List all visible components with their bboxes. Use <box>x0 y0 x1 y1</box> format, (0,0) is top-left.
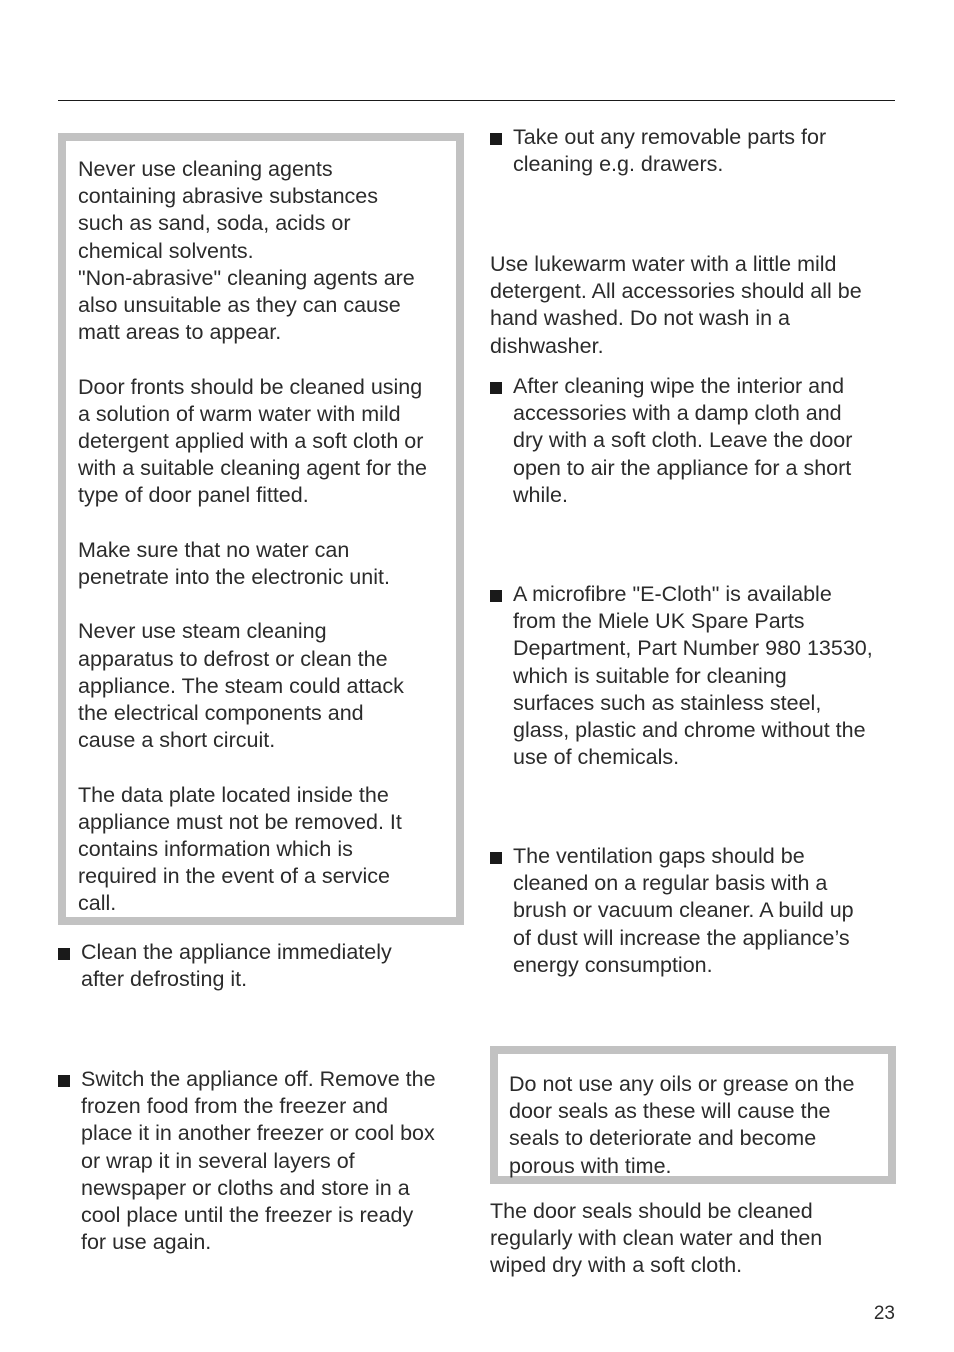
warning-box-cleaning-agents <box>58 133 464 925</box>
header-rule <box>58 100 895 101</box>
bullet-after-cleaning: After cleaning wipe the interior and accessories with a damp cloth and dry with a soft cloth. Leave the door open to air the appliance for a short while. <box>490 373 896 509</box>
bullet-ventilation-gaps: The ventilation gaps should be cleaned on a regular basis with a brush or vacuum cleaner. A build up of dust will increase the appliance’s energy consumption. <box>490 843 896 979</box>
paragraph-door-seals-cleaning: The door seals should be cleaned regularly with clean water and then wiped dry with a soft cloth. <box>490 1199 823 1278</box>
paragraph-lukewarm-water: Use lukewarm water with a little mild detergent. All accessories should all be hand washed. Do not wash in a dishwasher. <box>490 252 862 358</box>
black-square-bullet-icon <box>58 948 70 960</box>
black-square-bullet-icon <box>490 590 502 602</box>
warning-paragraph: Never use cleaning agents containing abrasive substances such as sand, soda, acids or chemical solvents. "Non-abrasive" cleaning agents are also unsuitable as they can cause matt areas to appear. <box>78 157 415 345</box>
bullet-clean-after-defrosting: Clean the appliance immediately after defrosting it. <box>58 939 464 993</box>
warning-paragraph: Never use steam cleaning apparatus to defrost or clean the appliance. The steam could attack the electrical components and cause a short circuit. <box>78 619 404 753</box>
black-square-bullet-icon <box>490 852 502 864</box>
black-square-bullet-icon <box>58 1075 70 1087</box>
bullet-switch-off-appliance: Switch the appliance off. Remove the frozen food from the freezer and place it in another freezer or cool box or wrap it in several layers of newspaper or cloths and store in a cool place until the freezer is ready for use again. <box>58 1066 464 1256</box>
bullet-microfibre-cloth: A microfibre "E-Cloth" is available from the Miele UK Spare Parts Department, Part Number 980 13530, which is suitable for cleaning surfaces such as stainless steel, glass, plastic and chrome without the use of chemicals. <box>490 581 900 771</box>
black-square-bullet-icon <box>490 133 502 145</box>
page-number: 23 <box>873 1303 895 1324</box>
bullet-remove-parts: Take out any removable parts for cleaning e.g. drawers. <box>490 124 896 178</box>
warning-paragraph: Make sure that no water can penetrate into the electronic unit. <box>78 537 390 590</box>
warning-paragraph: The data plate located inside the appliance must not be removed. It contains information which is required in the event of a service call. <box>78 782 402 916</box>
warning-box-door-seals: Do not use any oils or grease on the door seals as these will cause the seals to deteriorate and become porous with time. <box>490 1046 896 1184</box>
warning-paragraph: Door fronts should be cleaned using a solution of warm water with mild detergent applied with a soft cloth or with a suitable cleaning agent for the type of door panel fitted. <box>78 374 428 508</box>
black-square-bullet-icon <box>490 382 502 394</box>
